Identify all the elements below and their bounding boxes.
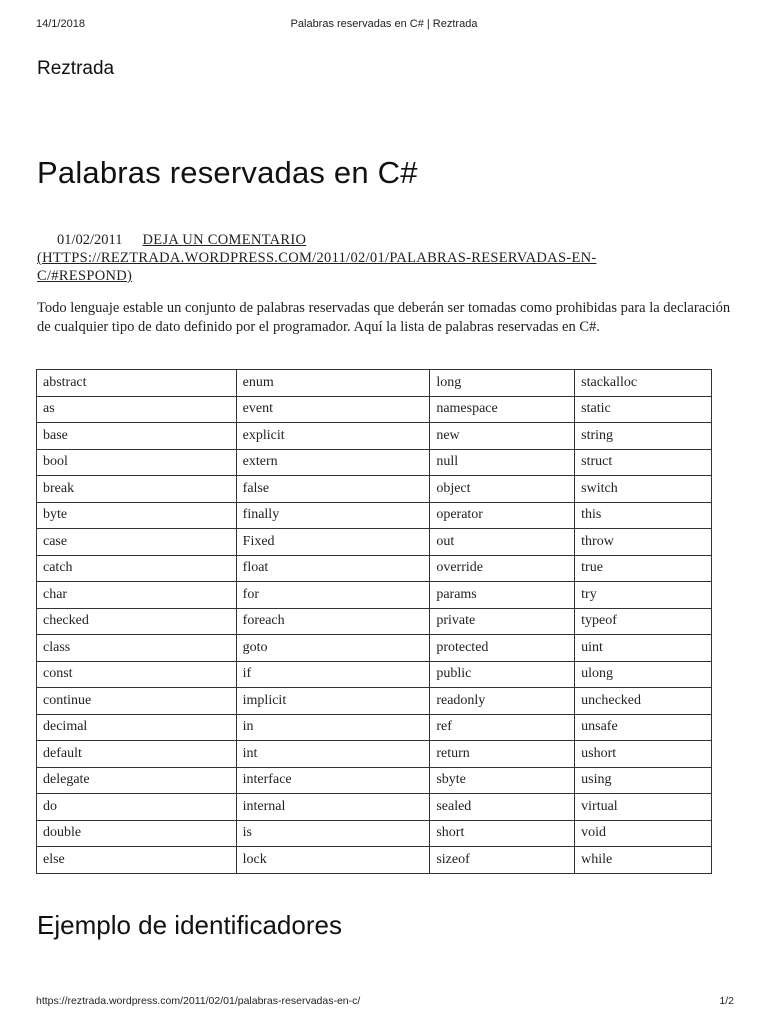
table-cell: is xyxy=(236,820,430,847)
table-cell: typeof xyxy=(575,608,712,635)
table-cell: throw xyxy=(575,529,712,556)
table-cell: short xyxy=(430,820,575,847)
table-cell: using xyxy=(575,767,712,794)
table-cell: foreach xyxy=(236,608,430,635)
table-row xyxy=(37,635,712,662)
keywords-table xyxy=(36,369,712,874)
table-row xyxy=(37,476,712,503)
table-cell: char xyxy=(37,582,237,609)
table-cell: abstract xyxy=(37,370,237,397)
table-row xyxy=(37,529,712,556)
table-cell: public xyxy=(430,661,575,688)
post-title: Palabras reservadas en C# xyxy=(37,155,418,190)
table-cell: private xyxy=(430,608,575,635)
table-cell: true xyxy=(575,555,712,582)
table-cell: override xyxy=(430,555,575,582)
comment-link-line2: (HTTPS://REZTRADA.WORDPRESS.COM/2011/02/01/PALABRAS-RESERVADAS-EN- xyxy=(37,250,597,266)
table-cell: readonly xyxy=(430,688,575,715)
table-cell: unsafe xyxy=(575,714,712,741)
table-row xyxy=(37,555,712,582)
table-cell: return xyxy=(430,741,575,768)
table-row xyxy=(37,767,712,794)
table-cell: static xyxy=(575,396,712,423)
table-cell: operator xyxy=(430,502,575,529)
table-cell: stackalloc xyxy=(575,370,712,397)
table-cell: out xyxy=(430,529,575,556)
table-cell: this xyxy=(575,502,712,529)
table-cell: event xyxy=(236,396,430,423)
print-footer-url: https://reztrada.wordpress.com/2011/02/01/palabras-reservadas-en-c/ xyxy=(36,995,361,1007)
table-cell: long xyxy=(430,370,575,397)
table-row xyxy=(37,820,712,847)
table-cell: case xyxy=(37,529,237,556)
table-cell: void xyxy=(575,820,712,847)
table-row xyxy=(37,449,712,476)
table-cell: catch xyxy=(37,555,237,582)
table-cell: ulong xyxy=(575,661,712,688)
table-cell: switch xyxy=(575,476,712,503)
post-meta xyxy=(37,231,697,285)
table-cell: sealed xyxy=(430,794,575,821)
table-cell: break xyxy=(37,476,237,503)
table-cell: implicit xyxy=(236,688,430,715)
table-cell: uint xyxy=(575,635,712,662)
section-title: Ejemplo de identificadores xyxy=(37,910,342,940)
table-cell: in xyxy=(236,714,430,741)
table-cell: if xyxy=(236,661,430,688)
table-cell: class xyxy=(37,635,237,662)
table-cell: else xyxy=(37,847,237,874)
table-cell: checked xyxy=(37,608,237,635)
table-cell: for xyxy=(236,582,430,609)
comment-link-line1: DEJA UN COMENTARIO xyxy=(142,232,307,248)
table-cell: lock xyxy=(236,847,430,874)
table-cell: while xyxy=(575,847,712,874)
table-row xyxy=(37,370,712,397)
table-cell: protected xyxy=(430,635,575,662)
table-row xyxy=(37,423,712,450)
table-cell: Fixed xyxy=(236,529,430,556)
table-cell: bool xyxy=(37,449,237,476)
table-row xyxy=(37,396,712,423)
table-cell: decimal xyxy=(37,714,237,741)
print-header-title: Palabras reservadas en C# | Reztrada xyxy=(290,18,478,30)
table-cell: object xyxy=(430,476,575,503)
table-row xyxy=(37,847,712,874)
table-cell: internal xyxy=(236,794,430,821)
table-cell: new xyxy=(430,423,575,450)
table-cell: byte xyxy=(37,502,237,529)
print-header-date: 14/1/2018 xyxy=(36,18,85,30)
table-row xyxy=(37,661,712,688)
table-cell: struct xyxy=(575,449,712,476)
table-row xyxy=(37,794,712,821)
table-row xyxy=(37,608,712,635)
table-cell: base xyxy=(37,423,237,450)
table-cell: sizeof xyxy=(430,847,575,874)
table-cell: string xyxy=(575,423,712,450)
site-name[interactable]: Reztrada xyxy=(37,58,115,79)
table-cell: enum xyxy=(236,370,430,397)
table-cell: interface xyxy=(236,767,430,794)
table-cell: continue xyxy=(37,688,237,715)
table-cell: do xyxy=(37,794,237,821)
table-row xyxy=(37,741,712,768)
table-cell: false xyxy=(236,476,430,503)
table-cell: default xyxy=(37,741,237,768)
table-row xyxy=(37,714,712,741)
table-cell: params xyxy=(430,582,575,609)
table-cell: extern xyxy=(236,449,430,476)
table-cell: finally xyxy=(236,502,430,529)
table-cell: delegate xyxy=(37,767,237,794)
table-cell: virtual xyxy=(575,794,712,821)
table-cell: namespace xyxy=(430,396,575,423)
table-cell: sbyte xyxy=(430,767,575,794)
post-date: 01/02/2011 xyxy=(57,232,123,248)
post-intro: Todo lenguaje estable un conjunto de palabras reservadas que deberán ser tomadas como prohibidas para la declaración de cualquier tipo de dato definido por el programador. Aquí la lista de palabras reservadas en C#. xyxy=(37,300,731,335)
table-cell: as xyxy=(37,396,237,423)
table-cell: float xyxy=(236,555,430,582)
table-row xyxy=(37,688,712,715)
keywords-table-body xyxy=(37,370,712,874)
table-cell: unchecked xyxy=(575,688,712,715)
table-cell: const xyxy=(37,661,237,688)
table-cell: double xyxy=(37,820,237,847)
comment-link-line3: C/#RESPOND) xyxy=(37,268,133,284)
table-cell: explicit xyxy=(236,423,430,450)
table-cell: ushort xyxy=(575,741,712,768)
table-cell: try xyxy=(575,582,712,609)
table-row xyxy=(37,502,712,529)
table-cell: null xyxy=(430,449,575,476)
print-footer-page: 1/2 xyxy=(719,995,734,1007)
table-cell: int xyxy=(236,741,430,768)
table-cell: goto xyxy=(236,635,430,662)
table-cell: ref xyxy=(430,714,575,741)
table-row xyxy=(37,582,712,609)
